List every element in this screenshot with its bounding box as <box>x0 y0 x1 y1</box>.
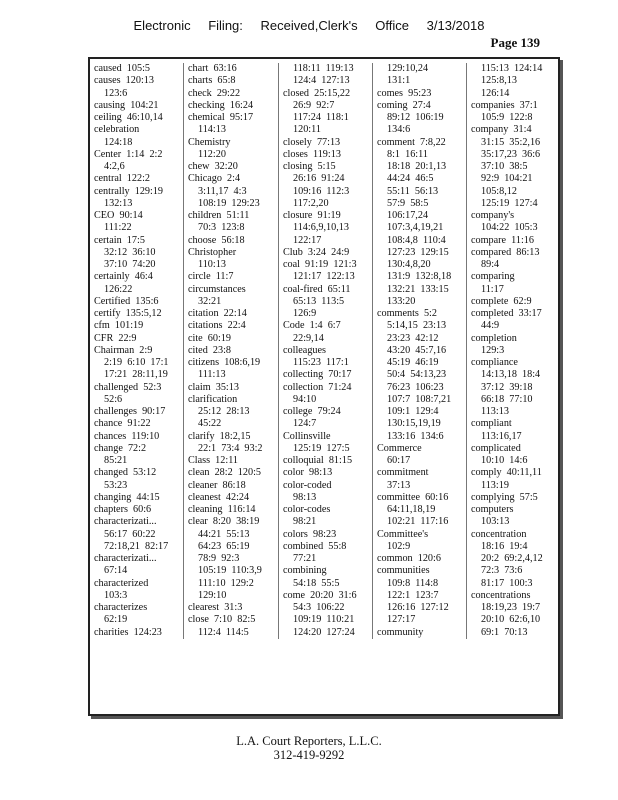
index-entry: check 29:22 <box>188 87 241 99</box>
index-entry: chance 91:22 <box>94 418 151 430</box>
index-locator-line: 5:14,15 23:13 <box>387 320 447 332</box>
index-entry: causes 120:13 <box>94 75 154 87</box>
index-entry: colleagues <box>283 344 326 356</box>
index-locator-line: 113:16,17 <box>481 430 522 442</box>
index-entry: challenged 52:3 <box>94 381 162 393</box>
index-entry: community <box>377 626 424 638</box>
index-locator-line: 89:12 106:19 <box>387 112 444 123</box>
index-entry: CFR 22:9 <box>94 332 137 344</box>
index-locator-line: 60:17 <box>387 455 411 466</box>
index-entry: chemical 95:17 <box>188 112 254 123</box>
index-entry: chew 32:20 <box>188 161 238 172</box>
index-entry: comments 5:2 <box>377 308 437 319</box>
index-entry: computers <box>471 504 514 515</box>
index-entry: closure 91:19 <box>283 210 341 221</box>
index-entry: citation 22:14 <box>188 308 247 319</box>
index-locator-line: 107:7 108:7,21 <box>387 393 452 405</box>
index-locator-line: 10:10 14:6 <box>481 455 528 466</box>
index-locator-line: 62:19 <box>104 614 128 626</box>
index-entry: complete 62:9 <box>471 295 532 307</box>
index-entry: commitment <box>377 467 429 479</box>
index-locator-line: 22:1 73:4 93:2 <box>198 442 263 454</box>
index-entry: close 7:10 82:5 <box>188 614 256 626</box>
index-locator-line: 132:13 <box>104 197 133 209</box>
index-locator-line: 2:19 6:10 17:1 <box>104 357 169 368</box>
index-locator-line: 32:12 36:10 <box>104 246 156 258</box>
index-entry: committee 60:16 <box>377 491 449 503</box>
index-locator-line: 44:9 <box>481 320 500 332</box>
index-locator-line: 112:4 114:5 <box>198 626 249 638</box>
index-entry: clarification <box>188 393 238 405</box>
index-entry: characterizati... <box>94 553 157 564</box>
index-entry: Class 12:11 <box>188 455 238 466</box>
index-locator-line: 26:9 92:7 <box>293 99 335 111</box>
index-locator-line: 98:13 <box>293 491 317 503</box>
index-locator-line: 72:3 73:6 <box>481 565 523 577</box>
index-entry: completion <box>471 332 517 344</box>
index-locator-line: 81:17 100:3 <box>481 577 533 589</box>
index-locator-line: 20:2 69:2,4,12 <box>481 553 543 564</box>
index-entry: caused 105:5 <box>94 63 151 74</box>
index-locator-line: 117:2,20 <box>293 197 329 209</box>
index-entry: characterizes <box>94 602 148 613</box>
index-locator-line: 118:11 119:13 <box>293 63 354 74</box>
index-locator-line: 69:1 70:13 <box>481 626 528 638</box>
index-entry: compliant <box>471 418 512 430</box>
index-locator-line: 127:17 <box>387 614 416 626</box>
index-locator-line: 94:10 <box>293 393 317 405</box>
index-entry: choose 56:18 <box>188 234 245 246</box>
index-locator-line: 125:8,13 <box>481 75 517 87</box>
header-office: Office <box>375 18 410 33</box>
index-entry: combined 55:8 <box>283 540 347 552</box>
index-locator-line: 37:12 39:18 <box>481 381 533 393</box>
index-locator-line: 98:21 <box>293 516 317 528</box>
index-locator-line: 18:16 19:4 <box>481 540 528 552</box>
index-locator-line: 132:21 133:15 <box>387 283 449 295</box>
index-locator-line: 43:20 45:7,16 <box>387 344 447 356</box>
index-entry: checking 16:24 <box>188 99 254 111</box>
index-entry: cleaner 86:18 <box>188 479 246 491</box>
index-entry: changing 44:15 <box>94 491 160 503</box>
index-locator-line: 70:3 123:8 <box>198 222 245 234</box>
index-locator-line: 89:4 <box>481 259 500 270</box>
index-locator-line: 120:11 <box>293 124 321 136</box>
index-locator-line: 115:23 117:1 <box>293 357 349 368</box>
index-entry: charities 124:23 <box>94 626 162 638</box>
index-entry: central 122:2 <box>94 173 151 185</box>
index-entry: college 79:24 <box>283 406 341 417</box>
index-entry: comply 40:11,11 <box>471 467 542 479</box>
index-entry: citations 22:4 <box>188 320 246 332</box>
index-locator-line: 35:17,23 36:6 <box>481 148 541 160</box>
index-locator-line: 129:10 <box>198 589 227 601</box>
index-entry: come 20:20 31:6 <box>283 589 357 601</box>
index-entry: color-coded <box>283 479 332 491</box>
index-entry: certain 17:5 <box>94 234 145 246</box>
index-entry: cited 23:8 <box>188 344 232 356</box>
index-locator-line: 3:11,17 4:3 <box>198 185 247 197</box>
index-locator-line: 122:1 123:7 <box>387 589 439 601</box>
index-locator-line: 14:13,18 18:4 <box>481 369 541 381</box>
index-locator-line: 25:12 28:13 <box>198 406 250 417</box>
index-locator-line: 109:8 114:8 <box>387 577 439 589</box>
index-locator-line: 22:9,14 <box>293 332 324 344</box>
index-entry: change 72:2 <box>94 442 147 454</box>
index-locator-line: 18:18 20:1,13 <box>387 161 447 172</box>
index-entry: collecting 70:17 <box>283 369 352 381</box>
index-entry: claim 35:13 <box>188 381 239 393</box>
header-filing: Filing: <box>208 18 243 33</box>
index-entry: characterized <box>94 577 149 589</box>
index-locator-line: 92:9 104:21 <box>481 173 533 185</box>
index-column-2 <box>183 63 273 639</box>
index-locator-line: 54:3 106:22 <box>293 602 345 613</box>
index-locator-line: 72:18,21 82:17 <box>104 540 169 552</box>
index-locator-line: 131:1 <box>387 75 411 87</box>
index-entry: closely 77:13 <box>283 136 341 148</box>
footer <box>0 734 618 762</box>
index-locator-line: 111:10 129:2 <box>198 577 254 589</box>
index-locator-line: 126:16 127:12 <box>387 602 449 613</box>
index-entry: color-codes <box>283 504 331 515</box>
index-entry: common 120:6 <box>377 553 441 564</box>
index-entry: cleaning 116:14 <box>188 504 256 515</box>
index-locator-line: 8:1 16:11 <box>387 148 428 160</box>
index-locator-line: 121:17 122:13 <box>293 271 355 283</box>
index-locator-line: 107:3,4,19,21 <box>387 222 444 234</box>
index-locator-line: 26:16 91:24 <box>293 173 345 185</box>
index-locator-line: 44:21 55:13 <box>198 528 250 540</box>
index-locator-line: 102:9 <box>387 540 411 552</box>
index-entry: Chairman 2:9 <box>94 344 153 356</box>
index-locator-line: 54:18 55:5 <box>293 577 340 589</box>
index-locator-line: 109:1 129:4 <box>387 406 439 417</box>
index-locator-line: 104:22 105:3 <box>481 222 538 234</box>
index-entry: chances 119:10 <box>94 430 160 442</box>
index-locator-line: 85:21 <box>104 455 128 466</box>
index-locator-line: 126:22 <box>104 283 133 295</box>
index-locator-line: 20:10 62:6,10 <box>481 614 541 626</box>
index-locator-line: 45:19 46:19 <box>387 357 439 368</box>
index-locator-line: 37:10 38:5 <box>481 161 528 172</box>
index-locator-line: 77:21 <box>293 553 317 564</box>
index-locator-line: 129:10,24 <box>387 63 429 74</box>
index-entry: concentrations <box>471 589 531 601</box>
index-entry: causing 104:21 <box>94 99 159 111</box>
index-locator-line: 67:14 <box>104 565 128 577</box>
index-locator-line: 50:4 54:13,23 <box>387 369 447 381</box>
index-entry: Certified 135:6 <box>94 295 159 307</box>
index-entry: chapters 60:6 <box>94 504 152 515</box>
index-entry: circumstances <box>188 283 246 295</box>
index-entry: company 31:4 <box>471 124 532 136</box>
index-entry: Commerce <box>377 442 422 454</box>
index-locator-line: 52:6 <box>104 393 123 405</box>
index-entry: combining <box>283 565 327 577</box>
index-locator-line: 109:16 112:3 <box>293 185 350 197</box>
index-column-3 <box>278 63 368 639</box>
index-entry: clearest 31:3 <box>188 602 243 613</box>
index-locator-line: 130:15,19,19 <box>387 418 441 430</box>
index-entry: complying 57:5 <box>471 491 538 503</box>
index-entry: closed 25:15,22 <box>283 87 351 99</box>
index-entry: certainly 46:4 <box>94 271 153 283</box>
index-entry: color 98:13 <box>283 467 333 479</box>
index-entry: comes 95:23 <box>377 87 432 99</box>
index-locator-line: 65:13 113:5 <box>293 295 345 307</box>
footer-phone: 312-419-9292 <box>273 748 345 762</box>
index-locator-line: 133:16 134:6 <box>387 430 444 442</box>
index-locator-line: 112:20 <box>198 148 226 160</box>
index-entry: comparing <box>471 271 515 283</box>
index-locator-line: 106:17,24 <box>387 210 429 221</box>
index-entry: compare 11:16 <box>471 234 534 246</box>
index-locator-line: 57:9 58:5 <box>387 197 429 209</box>
index-locator-line: 76:23 106:23 <box>387 381 444 393</box>
index-locator-line: 11:17 <box>481 283 504 295</box>
index-locator-line: 4:2,6 <box>104 161 125 172</box>
index-locator-line: 31:15 35:2,16 <box>481 136 541 148</box>
index-locator-line: 103:13 <box>481 516 510 528</box>
index-locator-line: 113:13 <box>481 406 509 417</box>
index-entry: Committee's <box>377 528 429 540</box>
index-locator-line: 111:13 <box>198 369 226 381</box>
index-locator-line: 124:4 127:13 <box>293 75 350 87</box>
index-entry: Christopher <box>188 246 237 258</box>
index-locator-line: 17:21 28:11,19 <box>104 369 168 381</box>
index-locator-line: 108:4,8 110:4 <box>387 234 446 246</box>
index-locator-line: 32:21 <box>198 295 222 307</box>
index-entry: clear 8:20 38:19 <box>188 516 260 528</box>
index-locator-line: 44:24 46:5 <box>387 173 434 185</box>
index-locator-line: 125:19 127:4 <box>481 197 538 209</box>
index-locator-line: 37:13 <box>387 479 411 491</box>
index-locator-line: 37:10 74:20 <box>104 259 156 270</box>
index-locator-line: 45:22 <box>198 418 222 430</box>
index-locator-line: 126:9 <box>293 308 317 319</box>
index-locator-line: 114:6,9,10,13 <box>293 222 349 234</box>
index-entry: cite 60:19 <box>188 332 232 344</box>
index-entry: clean 28:2 120:5 <box>188 467 261 479</box>
index-locator-line: 111:22 <box>104 222 132 234</box>
index-locator-line: 78:9 92:3 <box>198 553 240 564</box>
index-locator-line: 105:9 122:8 <box>481 112 533 123</box>
index-entry: Center 1:14 2:2 <box>94 148 163 160</box>
index-entry: company's <box>471 210 515 221</box>
index-locator-line: 125:19 127:5 <box>293 442 350 454</box>
filing-header <box>0 18 618 33</box>
index-entry: circle 11:7 <box>188 271 234 283</box>
index-entry: CEO 90:14 <box>94 210 143 221</box>
index-entry: compared 86:13 <box>471 246 540 258</box>
index-entry: colloquial 81:15 <box>283 455 353 466</box>
index-locator-line: 56:17 60:22 <box>104 528 156 540</box>
index-entry: collection 71:24 <box>283 381 352 393</box>
index-entry: centrally 129:19 <box>94 185 164 197</box>
index-locator-line: 131:9 132:8,18 <box>387 271 452 283</box>
index-locator-line: 113:19 <box>481 479 509 491</box>
index-entry: colors 98:23 <box>283 528 337 540</box>
index-entry: comment 7:8,22 <box>377 136 446 148</box>
index-entry: chart 63:16 <box>188 63 237 74</box>
index-entry: citizens 108:6,19 <box>188 357 261 368</box>
index-entry: compliance <box>471 357 518 368</box>
index-locator-line: 130:4,8,20 <box>387 259 431 270</box>
index-locator-line: 64:23 65:19 <box>198 540 250 552</box>
index-locator-line: 55:11 56:13 <box>387 185 439 197</box>
index-locator-line: 134:6 <box>387 124 411 136</box>
index-entry: challenges 90:17 <box>94 406 166 417</box>
index-locator-line: 133:20 <box>387 295 416 307</box>
index-entry: charts 65:8 <box>188 75 236 87</box>
index-entry: coal 91:19 121:3 <box>283 259 357 270</box>
index-locator-line: 127:23 129:15 <box>387 246 449 258</box>
index-locator-line: 18:19,23 19:7 <box>481 602 541 613</box>
index-entry: cfm 101:19 <box>94 320 144 332</box>
index-locator-line: 102:21 117:16 <box>387 516 449 528</box>
index-locator-line: 122:17 <box>293 234 322 246</box>
index-locator-line: 64:11,18,19 <box>387 504 436 515</box>
index-entry: certify 135:5,12 <box>94 308 162 319</box>
header-title: Electronic <box>133 18 191 33</box>
header-date: 3/13/2018 <box>426 18 485 33</box>
index-column-5 <box>466 63 556 639</box>
index-entry: closing 5:15 <box>283 161 336 172</box>
index-entry: characterizati... <box>94 516 157 528</box>
index-locator-line: 129:3 <box>481 344 505 356</box>
index-locator-line: 108:19 129:23 <box>198 197 260 209</box>
index-entry: cleanest 42:24 <box>188 491 250 503</box>
index-entry: Club 3:24 24:9 <box>283 246 350 258</box>
index-locator-line: 53:23 <box>104 479 128 491</box>
index-locator-line: 126:14 <box>481 87 510 99</box>
index-entry: Chemistry <box>188 136 231 148</box>
footer-company: L.A. Court Reporters, L.L.C. <box>236 734 382 748</box>
index-entry: Collinsville <box>283 430 331 442</box>
index-locator-line: 124:18 <box>104 136 133 148</box>
index-entry: closes 119:13 <box>283 148 341 160</box>
index-column-4 <box>372 63 462 639</box>
index-locator-line: 124:7 <box>293 418 317 430</box>
index-entry: celebration <box>94 124 140 136</box>
index-entry: companies 37:1 <box>471 99 538 111</box>
index-locator-line: 105:8,12 <box>481 185 517 197</box>
page-number: Page 139 <box>490 35 540 50</box>
index-locator-line: 124:20 127:24 <box>293 626 355 638</box>
index-column-1 <box>90 63 179 639</box>
index-entry: changed 53:12 <box>94 467 157 479</box>
index-entry: Chicago 2:4 <box>188 173 241 185</box>
index-locator-line: 105:19 110:3,9 <box>198 565 262 577</box>
index-entry: concentration <box>471 528 527 540</box>
index-entry: ceiling 46:10,14 <box>94 112 163 123</box>
index-entry: coal-fired 65:11 <box>283 283 351 295</box>
index-entry: Code 1:4 6:7 <box>283 320 341 332</box>
index-locator-line: 66:18 77:10 <box>481 393 533 405</box>
index-locator-line: 123:6 <box>104 87 128 99</box>
index-locator-line: 117:24 118:1 <box>293 112 349 123</box>
index-entry: communities <box>377 565 430 577</box>
index-locator-line: 103:3 <box>104 589 128 601</box>
index-locator-line: 109:19 110:21 <box>293 614 355 626</box>
index-locator-line: 114:13 <box>198 124 226 136</box>
index-entry: clarify 18:2,15 <box>188 430 251 442</box>
index-locator-line: 110:13 <box>198 259 226 270</box>
index-entry: coming 27:4 <box>377 99 431 111</box>
index-entry: complicated <box>471 442 521 454</box>
index-locator-line: 23:23 42:12 <box>387 332 439 344</box>
word-index-box <box>88 57 560 716</box>
index-locator-line: 115:13 124:14 <box>481 63 543 74</box>
index-entry: completed 33:17 <box>471 308 542 319</box>
index-entry: children 51:11 <box>188 210 250 221</box>
header-received: Received,Clerk's <box>260 18 358 33</box>
